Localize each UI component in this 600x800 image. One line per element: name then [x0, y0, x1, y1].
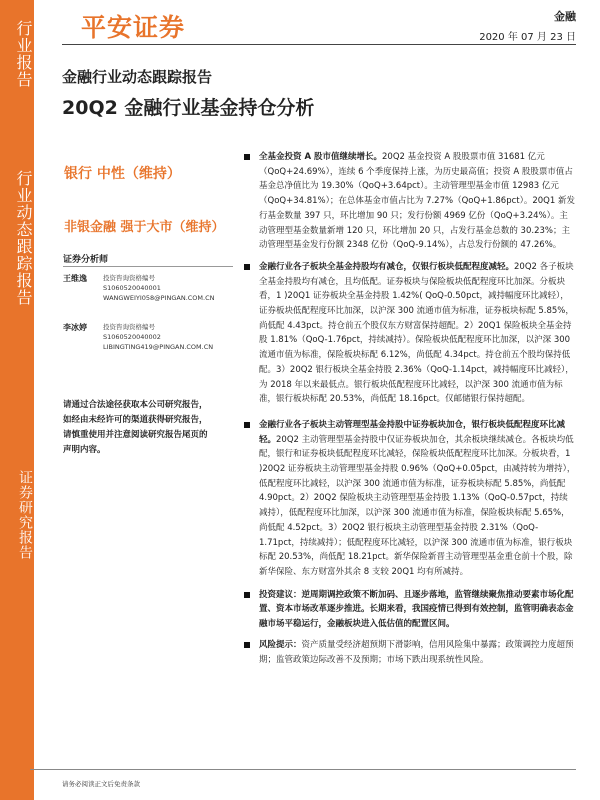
analyst-role: 投资咨询资格编号 [103, 274, 155, 282]
sidebar-label-report-type: 行业报告 [14, 20, 33, 88]
investment-advice [244, 588, 576, 632]
paragraph-body: 20Q2 基金投资 A 股股票市值 31681 亿元（QoQ+24.69%），连续 6 个季度保持上涨，为历史最高值；投资 A 股股票市值占基金总净值比为 19.30%（QoQ+3.64pct）。主动管理型基金市值 12983 亿元（QoQ+34.81%）；在总体基金市值占比为 7.27%（QoQ+1.86pct）。20Q1 新发行基金数量 397 只，环比增加 90 只；发行份额 4969 亿份（QoQ+3.24%）。主动管理型基金数量新增 120 只，环比增加 20 只，占发行基金总数的 30.23%；主动管理型基金发行份额 2348 亿份（QoQ-9.14%），占总发行份额的 47.26%。 [259, 152, 575, 251]
disclaimer-text: 请通过合法途径获取本公司研究报告，如经由未经许可的渠道获得研究报告，请慎重使用并注意阅读研究报告尾页的声明内容。 [63, 400, 208, 455]
paragraph-lead: 金融行业各子板块全基金持股均有减仓，仅银行板块低配程度减轻。 [259, 261, 515, 272]
bullet-icon [244, 592, 250, 598]
summary-paragraph [244, 150, 576, 253]
analyst-name: 李冰婷 [63, 323, 87, 332]
summary-paragraph [244, 418, 576, 580]
sector-label: 金融 [554, 10, 576, 23]
bullet-icon [244, 264, 250, 270]
header-divider [62, 44, 576, 45]
analyst-role: 投资咨询资格编号 [103, 323, 155, 331]
bullet-icon [244, 154, 250, 160]
sidebar [0, 0, 34, 800]
report-subtitle: 金融行业动态跟踪报告 [62, 68, 213, 86]
footer-divider [30, 769, 576, 770]
sidebar-label-report-series: 行业动态跟踪报告 [14, 170, 33, 306]
main-content [244, 150, 576, 667]
rating-bank: 银行 中性（维持） [64, 166, 181, 182]
company-logo: 平安证券 [81, 13, 186, 42]
report-date: 2020 年 07 月 23 日 [479, 32, 576, 43]
paragraph-body: 逆周期调控政策不断加码、且逐步落地，监管继续聚焦推动要素市场化配置、资本市场改革逐步推进。长期来看，我国疫情已得到有效控制，监管明确表态金融市场平稳运行，金融板块进入低估值的配置区间。 [259, 589, 574, 630]
analysts-divider [63, 266, 233, 267]
analyst-email[interactable]: WANGWEIYI058@PINGAN.COM.CN [103, 294, 215, 302]
bullet-icon [244, 642, 250, 648]
analyst-name: 王维逸 [63, 274, 87, 283]
analysts-heading: 证券分析师 [63, 255, 109, 265]
paragraph-lead: 金融行业各子板块主动管理型基金持股中证券板块加仓，银行板块低配程度环比减轻。 [259, 419, 566, 445]
paragraph-body: 20Q2 主动管理型基金持股中仅证券板块加仓，其余板块继续减仓。各板块均低配，银行和证券板块低配程度环比减轻，保险板块低配程度环比加深。分板块看，1 )20Q2 证券板块主动管理型基金持股 0.96%（QoQ+0.05pct，由减持转为增持），低配程度环比减轻，以沪深 300 流通市值为标准，证券板块标配 5.85%，尚低配 4.90pct。2）20Q2 保险板块主动管理型基金持股 1.13%（QoQ-0.57pct，持续减持），低配程度环比加深，以沪深 300 流通市值为标准，保险板块标配 5.65%，尚低配 4.52pct。3）20Q2 银行板块主动管理型基金持股 2.31%（QoQ-1.71pct，持续减持）；低配程度环比减轻，以沪深 300 流通市值为标准，银行板块标配 20.53%，尚低配 18.21pct。新华保险新晋主动管理型基金重仓前十个股，除新华保险、东方财富外其余 8 支较 20Q1 均有所减持。 [259, 434, 576, 577]
paragraph-lead: 全基金投资 A 股市值继续增长。 [259, 152, 382, 162]
paragraph-body: 20Q2 各子板块全基金持股均有减仓，且均低配。证券板块与保险板块低配程度环比加深。分板块看，1 )20Q1 证券板块全基金持股 1.42%( QoQ-0.50pct，减持幅度环比减轻），证券板块低配程度环比加深，以沪深 300 流通市值为标准，证券板块标配 5.85%，尚低配 4.43pct。持仓前五个股仅东方财富保持超配。2）20Q1 保险板块全基金持股 1.81%（QoQ-1.76pct，持续减持）。保险板块低配程度环比加深，以沪深 300 流通市值为标准，保险板块标配 6.12%，尚低配 4.34pct。持仓前五个股均保持低配。3）20Q2 银行板块全基金持股 2.36%（QoQ-1.14pct，减持幅度环比减轻），为 2018 年以来最低点。银行板块低配程度环比减轻，以沪深 300 流通市值为标准，银行板块标配 20.53%，尚低配 18.16pct。仅邮储银行保持超配。 [259, 261, 574, 405]
paragraph-lead: 投资建议： [259, 589, 302, 600]
analyst-email[interactable]: LIBINGTING419@PINGAN.COM.CN [103, 343, 214, 351]
sidebar-label-research: 证券研究报告 [17, 470, 33, 560]
analyst-code: S1060520040002 [103, 333, 161, 341]
risk-warning [244, 638, 576, 667]
footer-note: 请务必阅读正文后免责条款 [62, 780, 140, 788]
report-title: 20Q2 金融行业基金持仓分析 [62, 97, 315, 119]
summary-paragraph [244, 260, 576, 407]
rating-nonbank: 非银金融 强于大市（维持） [64, 220, 225, 235]
paragraph-body: 资产质量受经济超预期下滑影响，信用风险集中暴露；政策调控力度超预期；监管政策边际改善不及预期；市场下跌出现系统性风险。 [259, 639, 574, 665]
bullet-icon [244, 422, 250, 428]
paragraph-lead: 风险提示： [259, 639, 302, 650]
analyst-code: S1060520040001 [103, 284, 161, 292]
